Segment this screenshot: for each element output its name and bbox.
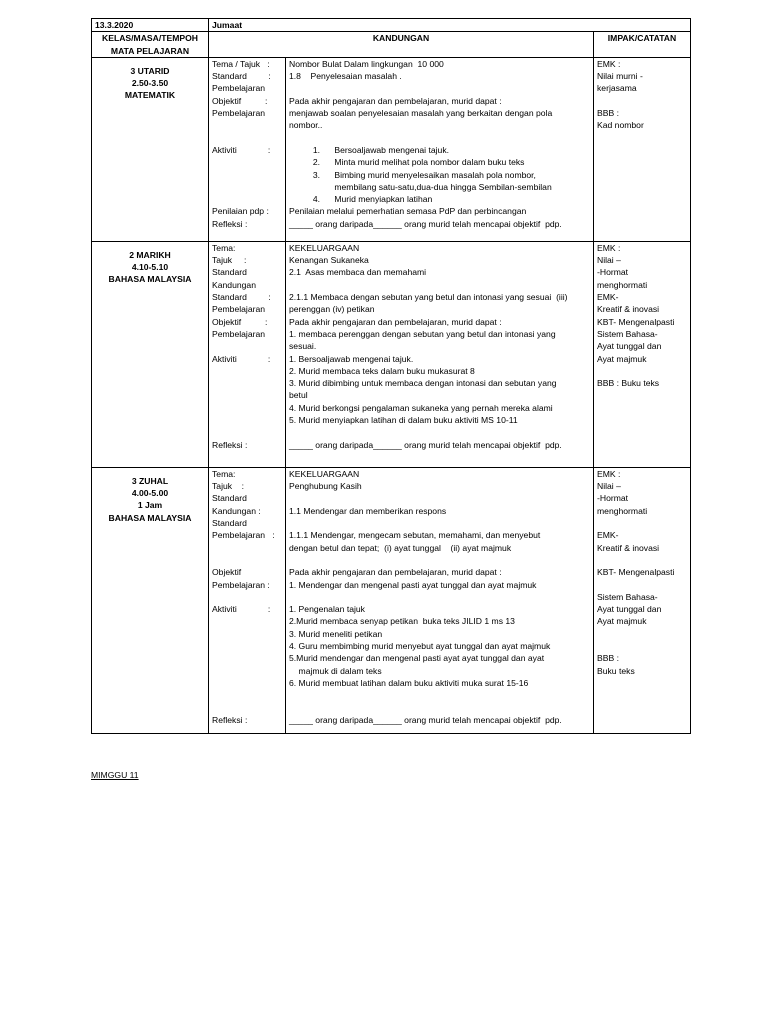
text-line <box>289 517 590 529</box>
text-line <box>289 426 590 438</box>
text-line: BAHASA MALAYSIA <box>108 512 192 523</box>
impact-column-header: IMPAK/CATATAN <box>594 32 691 58</box>
text-line: menghormati <box>597 505 648 516</box>
text-line <box>289 492 590 504</box>
text-line: Refleksi : <box>212 714 248 725</box>
lesson-row <box>92 57 691 241</box>
text-line: Pada akhir pengajaran dan pembelajaran, murid dapat : <box>289 567 502 578</box>
text-line <box>212 665 282 677</box>
text-line: Standard <box>212 518 247 529</box>
text-line: BBB : Buku teks <box>597 378 660 389</box>
text-line: Pembelajaran <box>212 328 266 339</box>
text-line: membilang satu-satu,dua-dua hingga Sembilan-sembilan <box>289 181 552 192</box>
class-cell <box>92 241 209 467</box>
text-line: Standard <box>212 267 247 278</box>
label-cell <box>209 57 286 241</box>
text-line: Penilaian pdp : <box>212 206 269 217</box>
class-column-header-line: KELAS/MASA/TEMPOH <box>102 33 198 44</box>
text-line: Pada akhir pengajaran dan pembelajaran, murid dapat : <box>289 95 502 106</box>
text-line: _____ orang daripada______ orang murid telah mencapai objektif pdp. <box>289 439 562 450</box>
text-line <box>212 542 282 554</box>
text-line <box>212 156 282 168</box>
text-line: KBT- Mengenalpasti <box>597 316 675 327</box>
text-line: Ayat majmuk <box>597 616 647 627</box>
text-line: Pada akhir pengajaran dan pembelajaran, murid dapat : <box>289 316 502 327</box>
class-column-header-line: MATA PELAJARAN <box>110 45 190 56</box>
text-line: EMK- <box>597 530 619 541</box>
text-line: EMK : <box>597 58 621 69</box>
text-line <box>212 365 282 377</box>
text-line: 3. Bimbing murid menyelesaikan masalah pola nombor, <box>289 169 536 180</box>
text-line <box>212 426 282 438</box>
text-line <box>289 82 590 94</box>
text-line: 4. Murid menyiapkan latihan <box>289 194 433 205</box>
text-line: Kreatif & inovasi <box>597 542 660 553</box>
text-line: 3. Murid dibimbing untuk membaca dengan intonasi dan sebutan yang <box>289 378 557 389</box>
lesson-row <box>92 241 691 467</box>
text-line <box>212 689 282 701</box>
text-line <box>212 132 282 144</box>
day-cell: Jumaat <box>209 19 691 32</box>
text-line <box>212 119 282 131</box>
text-line <box>212 414 282 426</box>
text-line: menghormati <box>597 279 648 290</box>
text-line: Objektif : <box>212 95 268 106</box>
text-line: BAHASA MALAYSIA <box>108 274 192 285</box>
lesson-plan-table <box>91 18 691 734</box>
text-line <box>597 554 687 566</box>
text-line: Penilaian melalui pemerhatian semasa PdP dan perbincangan <box>289 206 527 217</box>
text-line: 2.1.1 Membaca dengan sebutan yang betul dan intonasi yang sesuai (iii) <box>289 292 568 303</box>
impact-cell <box>594 467 691 733</box>
text-line: MATEMATIK <box>124 90 176 101</box>
text-line: kerjasama <box>597 83 637 94</box>
date-row <box>92 19 691 32</box>
text-line: Pembelajaran : <box>212 579 270 590</box>
label-cell <box>209 241 286 467</box>
header-row <box>92 32 691 58</box>
text-line: Ayat tunggal dan <box>597 341 662 352</box>
text-line: 2. Murid membaca teks dalam buku mukasurat 8 <box>289 365 475 376</box>
text-line: Refleksi : <box>212 439 248 450</box>
text-line <box>597 517 687 529</box>
text-line <box>289 702 590 714</box>
text-line <box>212 615 282 627</box>
date-cell: 13.3.2020 <box>92 19 209 32</box>
text-line: 2.1 Asas membaca dan memahami <box>289 267 427 278</box>
text-line: -Hormat <box>597 493 629 504</box>
text-line: Kandungan <box>212 279 256 290</box>
text-line: betul <box>289 390 308 401</box>
text-line: KBT- Mengenalpasti <box>597 567 675 578</box>
text-line <box>212 340 282 352</box>
text-line <box>289 554 590 566</box>
text-line: 2.Murid membaca senyap petikan buka teks JILID 1 ms 13 <box>289 616 515 627</box>
text-line: Pembelajaran <box>212 83 266 94</box>
text-line: Nilai – <box>597 481 621 492</box>
text-line: Tajuk : <box>212 255 247 266</box>
text-line: Refleksi : <box>212 218 248 229</box>
text-line: 3. Murid meneliti petikan <box>289 628 383 639</box>
text-line <box>212 389 282 401</box>
text-line: 2 MARIKH <box>129 249 171 260</box>
text-line: Pembelajaran <box>212 108 266 119</box>
text-line: 4. Guru membimbing murid menyebut ayat tunggal dan ayat majmuk <box>289 641 551 652</box>
text-line <box>597 628 687 640</box>
text-line: perenggan (iv) petikan <box>289 304 375 315</box>
text-line <box>597 640 687 652</box>
text-line <box>212 554 282 566</box>
text-line: Ayat majmuk <box>597 353 647 364</box>
text-line: dengan betul dan tepat; (i) ayat tunggal (ii) ayat majmuk <box>289 542 512 553</box>
week-label: MIMGGU 11 <box>91 770 139 780</box>
text-line <box>212 628 282 640</box>
text-line: EMK- <box>597 292 619 303</box>
text-line: 6. Murid membuat latihan dalam buku aktiviti muka surat 15-16 <box>289 677 529 688</box>
text-line: 3 ZUHAL <box>131 475 169 486</box>
text-line <box>212 377 282 389</box>
text-line <box>212 181 282 193</box>
text-line <box>597 365 687 377</box>
text-line: majmuk di dalam teks <box>289 665 382 676</box>
text-line: 1.1 Mendengar dan memberikan respons <box>289 505 447 516</box>
text-line <box>212 652 282 664</box>
text-line: 5. Murid menyiapkan latihan di dalam buku aktiviti MS 10-11 <box>289 415 518 426</box>
text-line: EMK : <box>597 242 621 253</box>
text-line: Nilai – <box>597 255 621 266</box>
text-line: KEKELUARGAAN <box>289 242 360 253</box>
text-line: 1. Mendengar dan mengenal pasti ayat tunggal dan ayat majmuk <box>289 579 537 590</box>
text-line: 1.1.1 Mendengar, mengecam sebutan, memahami, dan menyebut <box>289 530 541 541</box>
text-line <box>212 402 282 414</box>
text-line: Kenangan Sukaneka <box>289 255 369 266</box>
text-line: Standard <box>212 493 247 504</box>
text-line: KEKELUARGAAN <box>289 468 360 479</box>
content-cell <box>286 241 594 467</box>
text-line <box>212 702 282 714</box>
text-line: BBB : <box>597 108 619 119</box>
impact-cell <box>594 241 691 467</box>
lesson-row <box>92 467 691 733</box>
class-column-header <box>92 32 209 58</box>
text-line <box>212 193 282 205</box>
text-line: Sistem Bahasa- <box>597 591 658 602</box>
text-line: 5.Murid mendengar dan mengenal pasti ayat ayat tunggal dan ayat <box>289 653 545 664</box>
text-line: 2. Minta murid melihat pola nombor dalam buku teks <box>289 157 525 168</box>
text-line: Penghubung Kasih <box>289 481 362 492</box>
text-line: Buku teks <box>597 665 635 676</box>
text-line <box>289 591 590 603</box>
text-line: 3 UTARID <box>130 65 170 76</box>
text-line: Nombor Bulat Dalam lingkungan 10 000 <box>289 58 444 69</box>
class-cell <box>92 467 209 733</box>
text-line: 4. Murid berkongsi pengalaman sukaneka yang pernah mereka alami <box>289 402 553 413</box>
text-line: sesuai. <box>289 341 317 352</box>
text-line: 1 Jam <box>137 500 163 511</box>
text-line: _____ orang daripada______ orang murid telah mencapai objektif pdp. <box>289 714 562 725</box>
text-line <box>289 279 590 291</box>
text-line <box>289 689 590 701</box>
content-cell <box>286 467 594 733</box>
text-line: Standard : <box>212 292 271 303</box>
text-line: Objektif <box>212 567 242 578</box>
text-line: Kreatif & inovasi <box>597 304 660 315</box>
text-line: Kandungan : <box>212 505 261 516</box>
text-line: Tema: <box>212 242 236 253</box>
text-line <box>212 169 282 181</box>
text-line: Ayat tunggal dan <box>597 604 662 615</box>
text-line: BBB : <box>597 653 619 664</box>
text-line: EMK : <box>597 468 621 479</box>
text-line: 1. membaca perenggan dengan sebutan yang betul dan intonasi yang <box>289 328 556 339</box>
text-line: 1.8 Penyelesaian masalah . <box>289 71 402 82</box>
text-line: 2.50-3.50 <box>131 78 169 89</box>
text-line: Tema: <box>212 468 236 479</box>
text-line: Pembelajaran : <box>212 530 275 541</box>
text-line: Aktiviti : <box>212 353 271 364</box>
text-line: Aktiviti : <box>212 604 271 615</box>
text-line: -Hormat <box>597 267 629 278</box>
text-line: Pembelajaran <box>212 304 266 315</box>
text-line <box>597 95 687 107</box>
label-cell <box>209 467 286 733</box>
class-cell <box>92 57 209 241</box>
text-line <box>212 640 282 652</box>
impact-cell <box>594 57 691 241</box>
text-line: menjawab soalan penyelesaian masalah yang berkaitan dengan pola <box>289 108 553 119</box>
text-line <box>212 591 282 603</box>
content-cell <box>286 57 594 241</box>
text-line: 1. Bersoaljawab mengenai tajuk. <box>289 353 414 364</box>
text-line: 4.00-5.00 <box>131 488 169 499</box>
text-line <box>597 579 687 591</box>
text-line: Tajuk : <box>212 481 244 492</box>
content-column-header: KANDUNGAN <box>209 32 594 58</box>
text-line: Objektif : <box>212 316 268 327</box>
text-line: Nilai murni - <box>597 71 643 82</box>
text-line: Kad nombor <box>597 120 644 131</box>
text-line: 1. Bersoaljawab mengenai tajuk. <box>289 144 450 155</box>
text-line: _____ orang daripada______ orang murid telah mencapai objektif pdp. <box>289 218 562 229</box>
text-line: Standard : <box>212 71 271 82</box>
text-line: 1. Pengenalan tajuk <box>289 604 365 615</box>
text-line: Sistem Bahasa- <box>597 328 658 339</box>
text-line: Aktiviti : <box>212 144 271 155</box>
text-line <box>289 132 590 144</box>
text-line: Tema / Tajuk : <box>212 58 270 69</box>
text-line: 4.10-5.10 <box>131 262 169 273</box>
text-line: nombor.. <box>289 120 323 131</box>
text-line <box>212 677 282 689</box>
